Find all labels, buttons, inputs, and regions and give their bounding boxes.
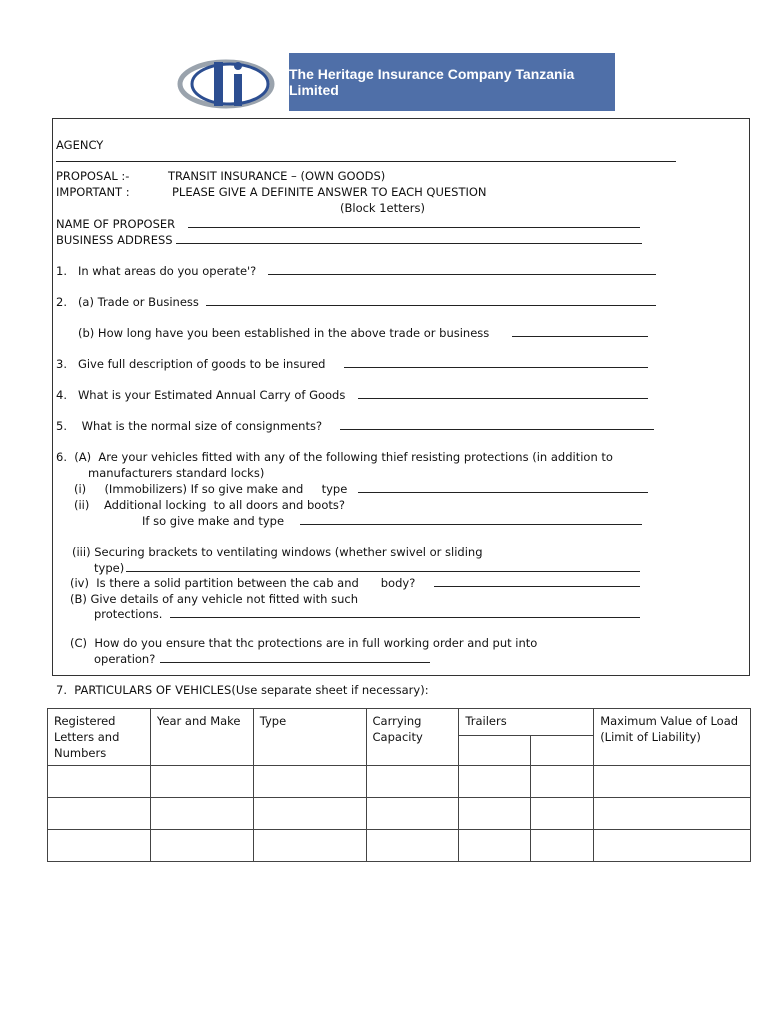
company-logo [176,56,276,112]
table-row [48,798,751,830]
question-6-b-line2: protections. [94,607,163,621]
question-6a-line2: manufacturers standard locks) [88,466,265,480]
proposal-value: TRANSIT INSURANCE – (OWN GOODS) [168,169,386,183]
table-cell[interactable] [48,798,151,830]
table-cell[interactable] [459,766,531,798]
question-6-iii-line1: (iii) Securing brackets to ventilating windows (whether swivel or sliding [72,545,483,559]
table-row [48,830,751,862]
table-cell[interactable] [531,766,594,798]
table-cell[interactable] [48,766,151,798]
question-6-i-field[interactable] [358,482,648,493]
table-row [48,766,751,798]
header-trailers: Trailers [459,709,594,736]
table-cell[interactable] [531,798,594,830]
table-cell[interactable] [150,830,253,862]
table-cell[interactable] [459,830,531,862]
table-cell[interactable] [594,798,751,830]
table-cell[interactable] [594,766,751,798]
header-max-value: Maximum Value of Load (Limit of Liability) [594,709,751,766]
table-header-row [48,709,751,736]
table-cell[interactable] [150,766,253,798]
table-cell[interactable] [459,798,531,830]
vehicles-table [47,708,751,862]
question-6-i-label: (i) (Immobilizers) If so give make and type [74,482,348,496]
question-5-label: 5. What is the normal size of consignments? [56,419,323,433]
header-registered: Registered Letters and Numbers [48,709,151,766]
header-type: Type [253,709,366,766]
question-2b-label: (b) How long have you been established in the above trade or business [78,326,490,340]
question-6-c-line1: (C) How do you ensure that thc protections are in full working order and put into [70,636,538,650]
important-value: PLEASE GIVE A DEFINITE ANSWER TO EACH QUESTION [172,185,487,199]
company-banner [289,53,615,111]
block-letters-note: (Block 1etters) [340,201,425,215]
trailers-subcell-2[interactable] [531,735,594,765]
question-4-field[interactable] [358,388,648,399]
question-1-field[interactable] [268,264,656,275]
company-name: The Heritage Insurance Company Tanzania Limited [289,66,575,98]
question-2a-label: 2. (a) Trade or Business [56,295,199,309]
agency-label: AGENCY [56,138,104,152]
question-2a-field[interactable] [206,295,656,306]
proposal-label: PROPOSAL :- [56,169,130,183]
business-address-field[interactable] [176,233,642,244]
name-of-proposer-field[interactable] [188,217,640,228]
table-cell[interactable] [253,766,366,798]
question-2b-field[interactable] [512,326,648,337]
table-cell[interactable] [48,830,151,862]
header-year-make: Year and Make [150,709,253,766]
question-6a-line1: 6. (A) Are your vehicles fitted with any of the following thief resisting protections (in addition to [56,450,613,464]
table-cell[interactable] [366,798,459,830]
trailers-subcell-1[interactable] [459,735,531,765]
question-6-b-field[interactable] [170,607,640,618]
question-6-ii-field[interactable] [300,514,642,525]
question-6-b-line1: (B) Give details of any vehicle not fitted with such [70,592,359,606]
question-1-label: 1. In what areas do you operate'? [56,264,257,278]
agency-field[interactable] [56,160,676,162]
question-6-ii-sub-label: If so give make and type [142,514,285,528]
table-cell[interactable] [366,830,459,862]
question-6-iii-line2: type) [94,561,125,575]
table-cell[interactable] [531,830,594,862]
question-6-iv-field[interactable] [434,576,640,587]
question-7-heading: 7. PARTICULARS OF VEHICLES(Use separate sheet if necessary): [56,683,429,697]
question-5-field[interactable] [340,419,654,430]
question-6-c-field[interactable] [160,652,430,663]
name-of-proposer-label: NAME OF PROPOSER [56,217,176,231]
question-6-ii-label: (ii) Additional locking to all doors and boots? [74,498,345,512]
table-cell[interactable] [253,798,366,830]
question-4-label: 4. What is your Estimated Annual Carry of Goods [56,388,346,402]
header-capacity: Carrying Capacity [366,709,459,766]
question-6-iv-label: (iv) Is there a solid partition between the cab and body? [70,576,416,590]
table-cell[interactable] [594,830,751,862]
question-6-c-line2: operation? [94,652,156,666]
question-3-label: 3. Give full description of goods to be insured [56,357,326,371]
business-address-label: BUSINESS ADDRESS [56,233,173,247]
table-cell[interactable] [253,830,366,862]
table-cell[interactable] [366,766,459,798]
question-3-field[interactable] [344,357,648,368]
table-cell[interactable] [150,798,253,830]
question-6-iii-field[interactable] [126,561,640,572]
important-label: IMPORTANT : [56,185,130,199]
